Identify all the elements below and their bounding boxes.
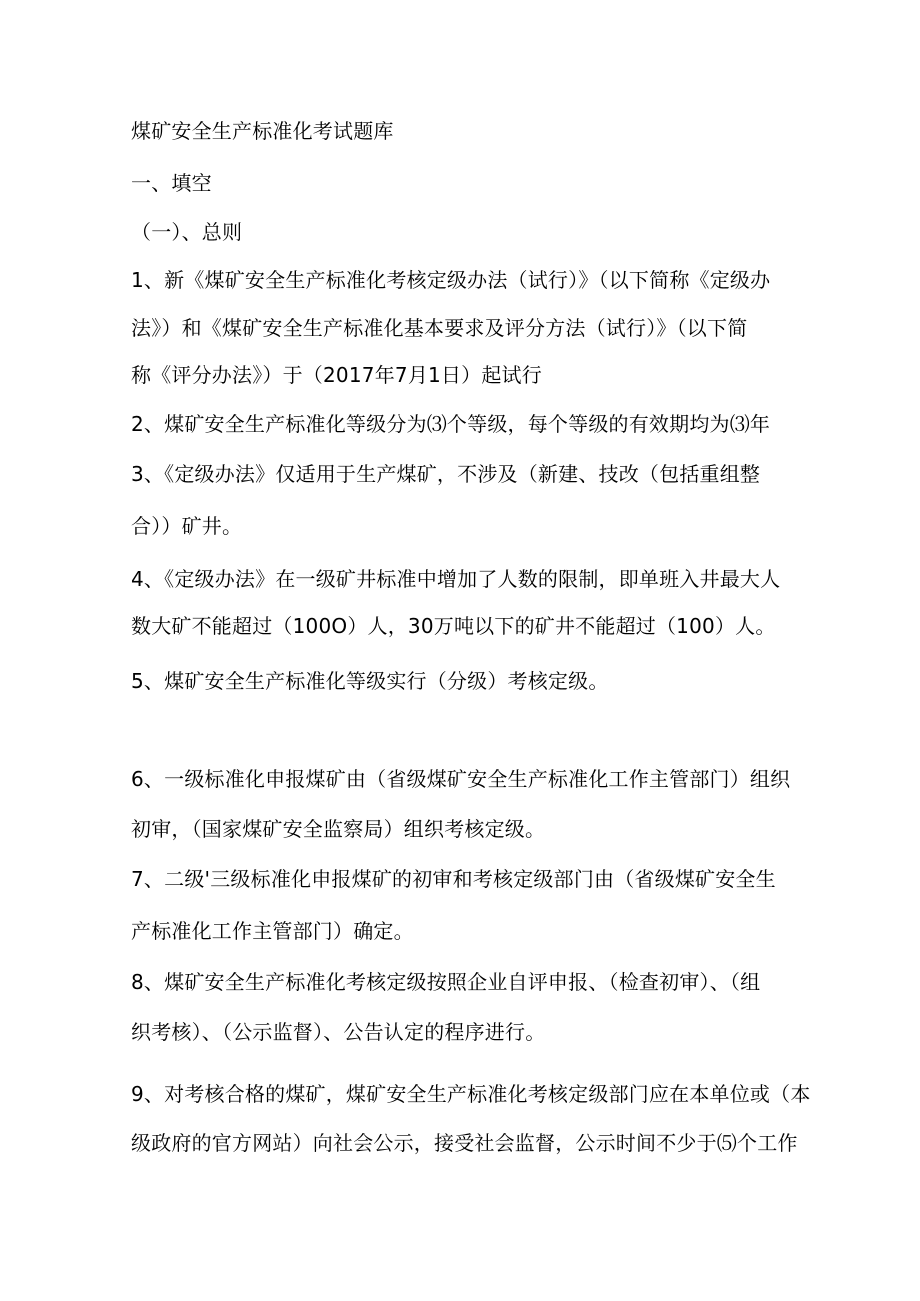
- text-line: 数大矿不能超过（100O）人，30万吨以下的矿井不能超过（100）人。: [131, 614, 776, 638]
- document-title: 煤矿安全生产标准化考试题库: [131, 119, 394, 143]
- text-line: 7、二级'三级标准化申报煤矿的初审和考核定级部门由（省级煤矿安全生: [131, 867, 776, 891]
- text-line: 4、《定级办法》在一级矿井标准中增加了人数的限制，即单班入井最大人: [131, 567, 781, 591]
- text-line: 织考核）、（公示监督）、公告认定的程序进行。: [131, 1020, 546, 1044]
- text-line: 初审，（国家煤矿安全监察局）组织考核定级。: [131, 817, 546, 841]
- text-line: 合））矿井。: [131, 514, 243, 538]
- text-line: 称《评分办法》）于（2017年7月1日）起试行: [131, 363, 542, 387]
- text-line: 级政府的官方网站）向社会公示，接受社会监督，公示时间不少于⑸个工作: [131, 1131, 798, 1155]
- text-line: 8、煤矿安全生产标准化考核定级按照企业自评申报、（检查初审）、（组: [131, 970, 761, 994]
- text-line: 2、煤矿安全生产标准化等级分为⑶个等级，每个等级的有效期均为⑶年: [131, 412, 771, 436]
- text-line: 产标准化工作主管部门）确定。: [131, 919, 414, 943]
- text-line: 9、对考核合格的煤矿，煤矿安全生产标准化考核定级部门应在本单位或（本: [131, 1082, 811, 1106]
- section-heading: 一、填空: [131, 171, 212, 195]
- text-line: 1、新《煤矿安全生产标准化考核定级办法（试行）》（以下简称《定级办: [131, 268, 771, 292]
- text-line: 5、煤矿安全生产标准化等级实行（分级）考核定级。: [131, 669, 609, 693]
- text-line: 3、《定级办法》仅适用于生产煤矿，不涉及（新建、技改（包括重组整: [131, 462, 761, 486]
- text-line: 法》）和《煤矿安全生产标准化基本要求及评分方法（试行）》（以下简: [131, 316, 748, 340]
- subsection-heading: （一）、总则: [131, 220, 243, 244]
- text-line: 6、一级标准化申报煤矿由（省级煤矿安全生产标准化工作主管部门）组织: [131, 767, 791, 791]
